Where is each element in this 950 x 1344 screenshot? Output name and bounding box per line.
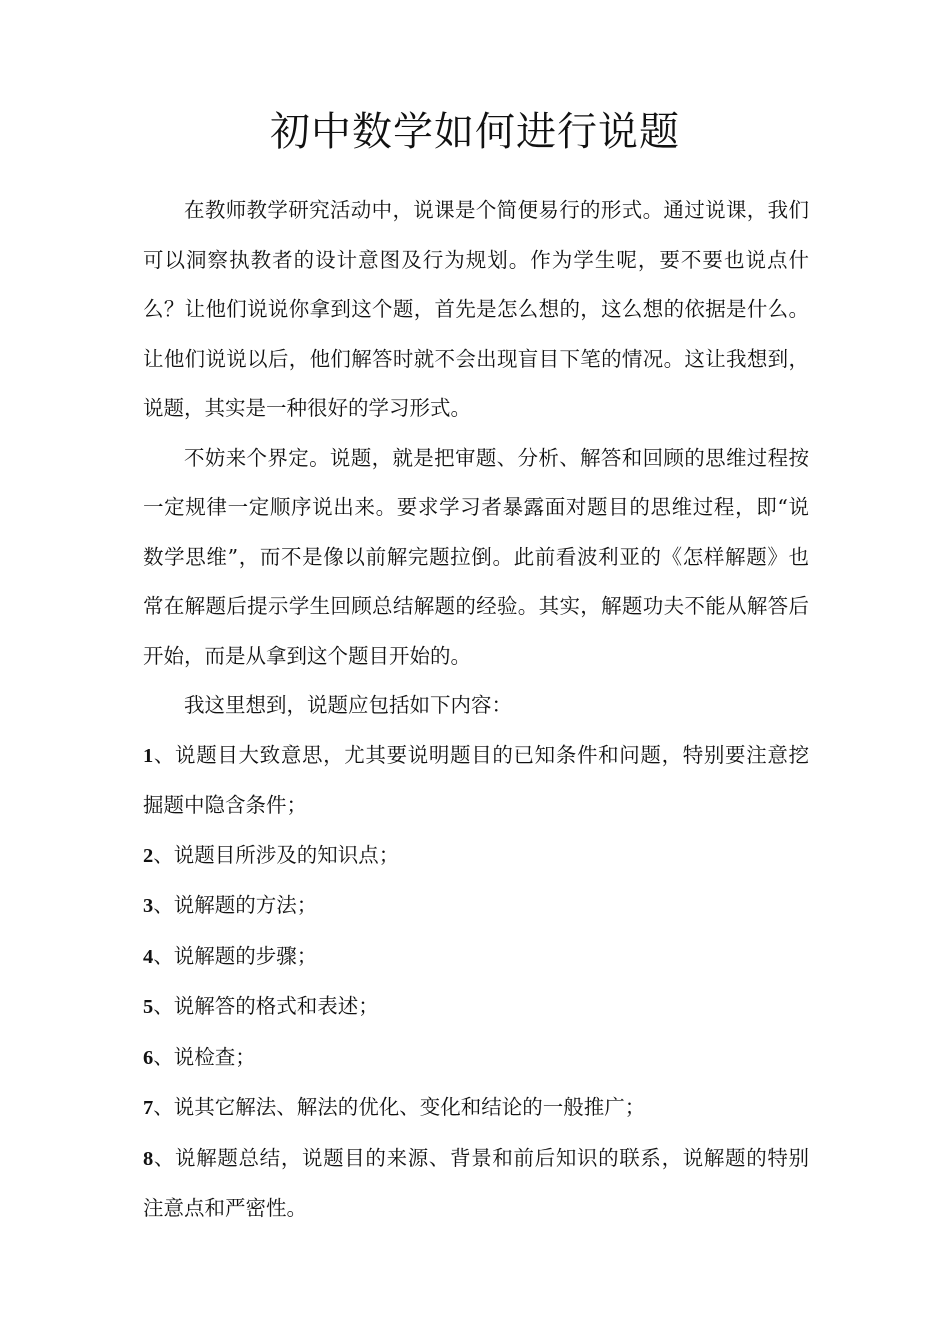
list-item (143, 831, 809, 882)
list-item-number: 8 (143, 1147, 154, 1170)
list-item-text: 、说检查； (153, 1044, 256, 1069)
list-item-text: 、说解答的格式和表述； (153, 994, 379, 1018)
list-item (143, 932, 809, 983)
list-item-text: 、说题目大致意思，尤其要说明题目的已知条件和问题，特别要注意挖掘题中隐含条件； (143, 742, 809, 817)
list-item (143, 1033, 809, 1084)
list-item-text: 、说解题的方法； (153, 893, 318, 917)
document-body (143, 186, 809, 1234)
list-item (143, 982, 809, 1033)
list-item (143, 1083, 809, 1134)
list-item-number: 3 (143, 895, 154, 917)
paragraph-definition: 不妨来个界定。说题，就是把审题、分析、解答和回顾的思维过程按一定规律一定顺序说出来。要求学习者暴露面对题目的思维过程，即“说数学思维”，而不是像以前解完题拉倒。此前看波利亚的《怎样解题》也常在解题后提示学生回顾总结解题的经验。其实，解题功夫不能从解答后开始，而是从拿到这个题目开始的。 (143, 445, 809, 668)
list-item-text: 、说其它解法、解法的优化、变化和结论的一般推广； (153, 1095, 646, 1119)
list-item-number: 5 (143, 996, 154, 1018)
list-item-text: 、说解题总结，说题目的来源、背景和前后知识的联系，说解题的特别注意点和严密性。 (143, 1145, 809, 1220)
list-item-number: 2 (143, 844, 154, 867)
paragraph-list-intro: 我这里想到，说题应包括如下内容： (184, 693, 512, 717)
list-item-number: 1 (143, 744, 154, 767)
list-item-text: 、说解题的步骤； (153, 943, 318, 968)
list-item-number: 4 (143, 945, 154, 968)
list-item-number: 7 (143, 1097, 154, 1119)
list-item-text: 、说题目所涉及的知识点； (153, 842, 400, 867)
list-item (143, 1134, 809, 1234)
paragraph-intro: 在教师教学研究活动中，说课是个简便易行的形式。通过说课，我们可以洞察执教者的设计意图及行为规划。作为学生呢，要不要也说点什么？让他们说说你拿到这个题，首先是怎么想的，这么想的依据是什么。让他们说说以后，他们解答时就不会出现盲目下笔的情况。这让我想到，说题，其实是一种很好的学习形式。 (143, 198, 809, 420)
page-title: 初中数学如何进行说题 (270, 109, 680, 155)
list-item (143, 881, 809, 932)
list-item-number: 6 (143, 1046, 154, 1069)
list-item (143, 731, 809, 831)
